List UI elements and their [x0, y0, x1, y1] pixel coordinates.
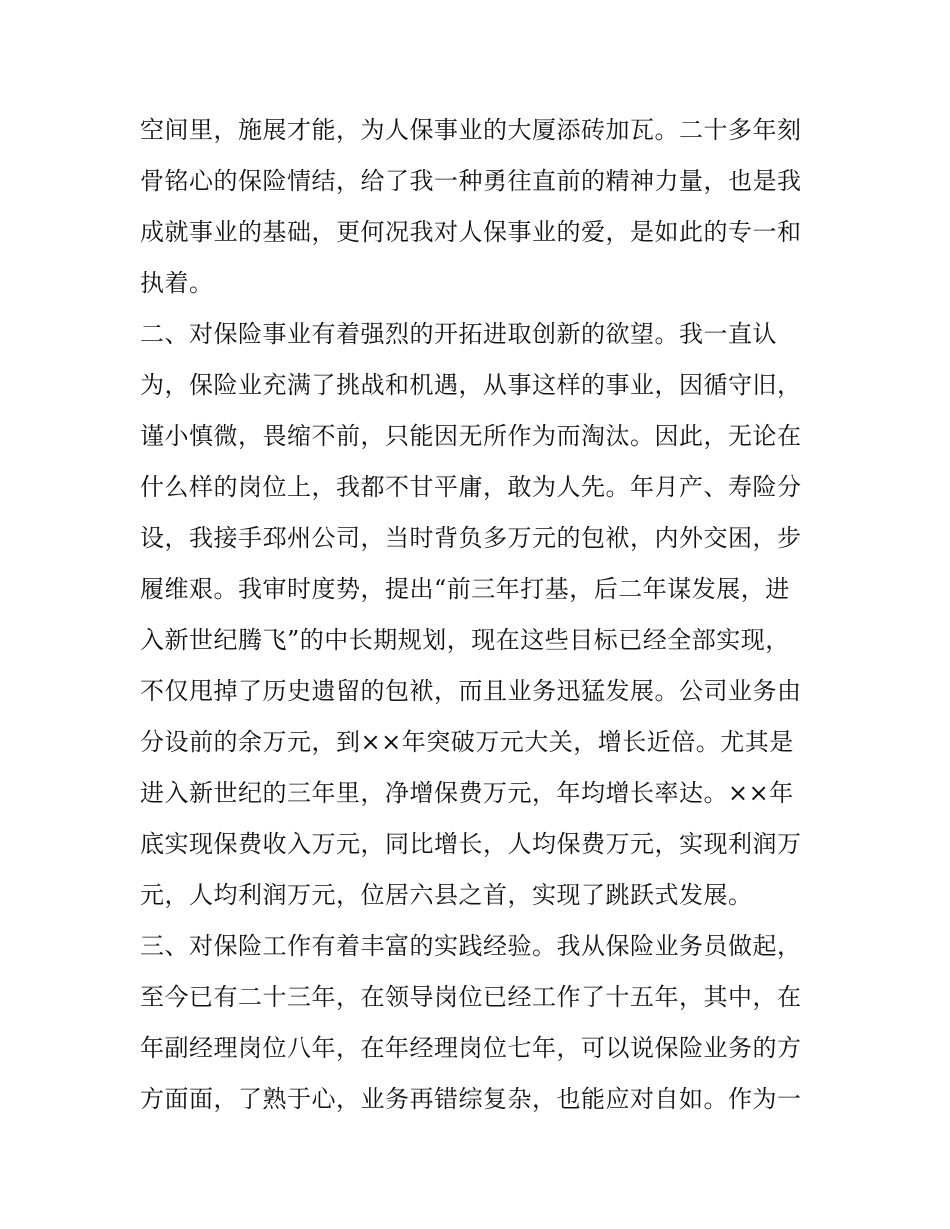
text-line-15: 底实现保费收入万元，同比增长，人均保费万元，实现利润万 — [140, 830, 802, 858]
text-line-1: 空间里，施展才能，为人保事业的大厦添砖加瓦。二十多年刻 — [140, 116, 802, 144]
text-line-12: 不仅甩掉了历史遗留的包袱，而且业务迅猛发展。公司业务由 — [140, 677, 802, 705]
text-line-5: 二、对保险事业有着强烈的开拓进取创新的欲望。我一直认 — [140, 320, 777, 348]
text-line-11: 入新世纪腾飞”的中长期规划，现在这些目标已经全部实现， — [140, 626, 790, 654]
text-line-2: 骨铭心的保险情结，给了我一种勇往直前的精神力量，也是我 — [140, 167, 802, 195]
text-line-10: 履维艰。我审时度势，提出“前三年打基，后二年谋发展，进 — [140, 575, 790, 603]
text-line-17: 三、对保险工作有着丰富的实践经验。我从保险业务员做起， — [140, 932, 802, 960]
text-line-7: 谨小慎微，畏缩不前，只能因无所作为而淘汰。因此，无论在 — [140, 422, 802, 450]
text-line-3: 成就事业的基础，更何况我对人保事业的爱，是如此的专一和 — [140, 218, 802, 246]
text-line-14: 进入新世纪的三年里，净增保费万元，年均增长率达。××年 — [140, 779, 794, 807]
text-line-20: 方面面，了熟于心，业务再错综复杂，也能应对自如。作为一 — [140, 1085, 802, 1113]
text-line-4: 执着。 — [140, 269, 214, 297]
document-body — [140, 105, 820, 1125]
text-line-9: 设，我接手邳州公司，当时背负多万元的包袱，内外交困，步 — [140, 524, 802, 552]
text-line-18: 至今已有二十三年，在领导岗位已经工作了十五年，其中，在 — [140, 983, 802, 1011]
text-line-16: 元，人均利润万元，位居六县之首，实现了跳跃式发展。 — [140, 881, 753, 909]
text-line-8: 什么样的岗位上，我都不甘平庸，敢为人先。年月产、寿险分 — [140, 473, 802, 501]
text-line-6: 为，保险业充满了挑战和机遇，从事这样的事业，因循守旧， — [140, 371, 802, 399]
text-line-19: 年副经理岗位八年，在年经理岗位七年，可以说保险业务的方 — [140, 1034, 802, 1062]
text-line-13: 分设前的余万元，到××年突破万元大关，增长近倍。尤其是 — [140, 728, 794, 756]
